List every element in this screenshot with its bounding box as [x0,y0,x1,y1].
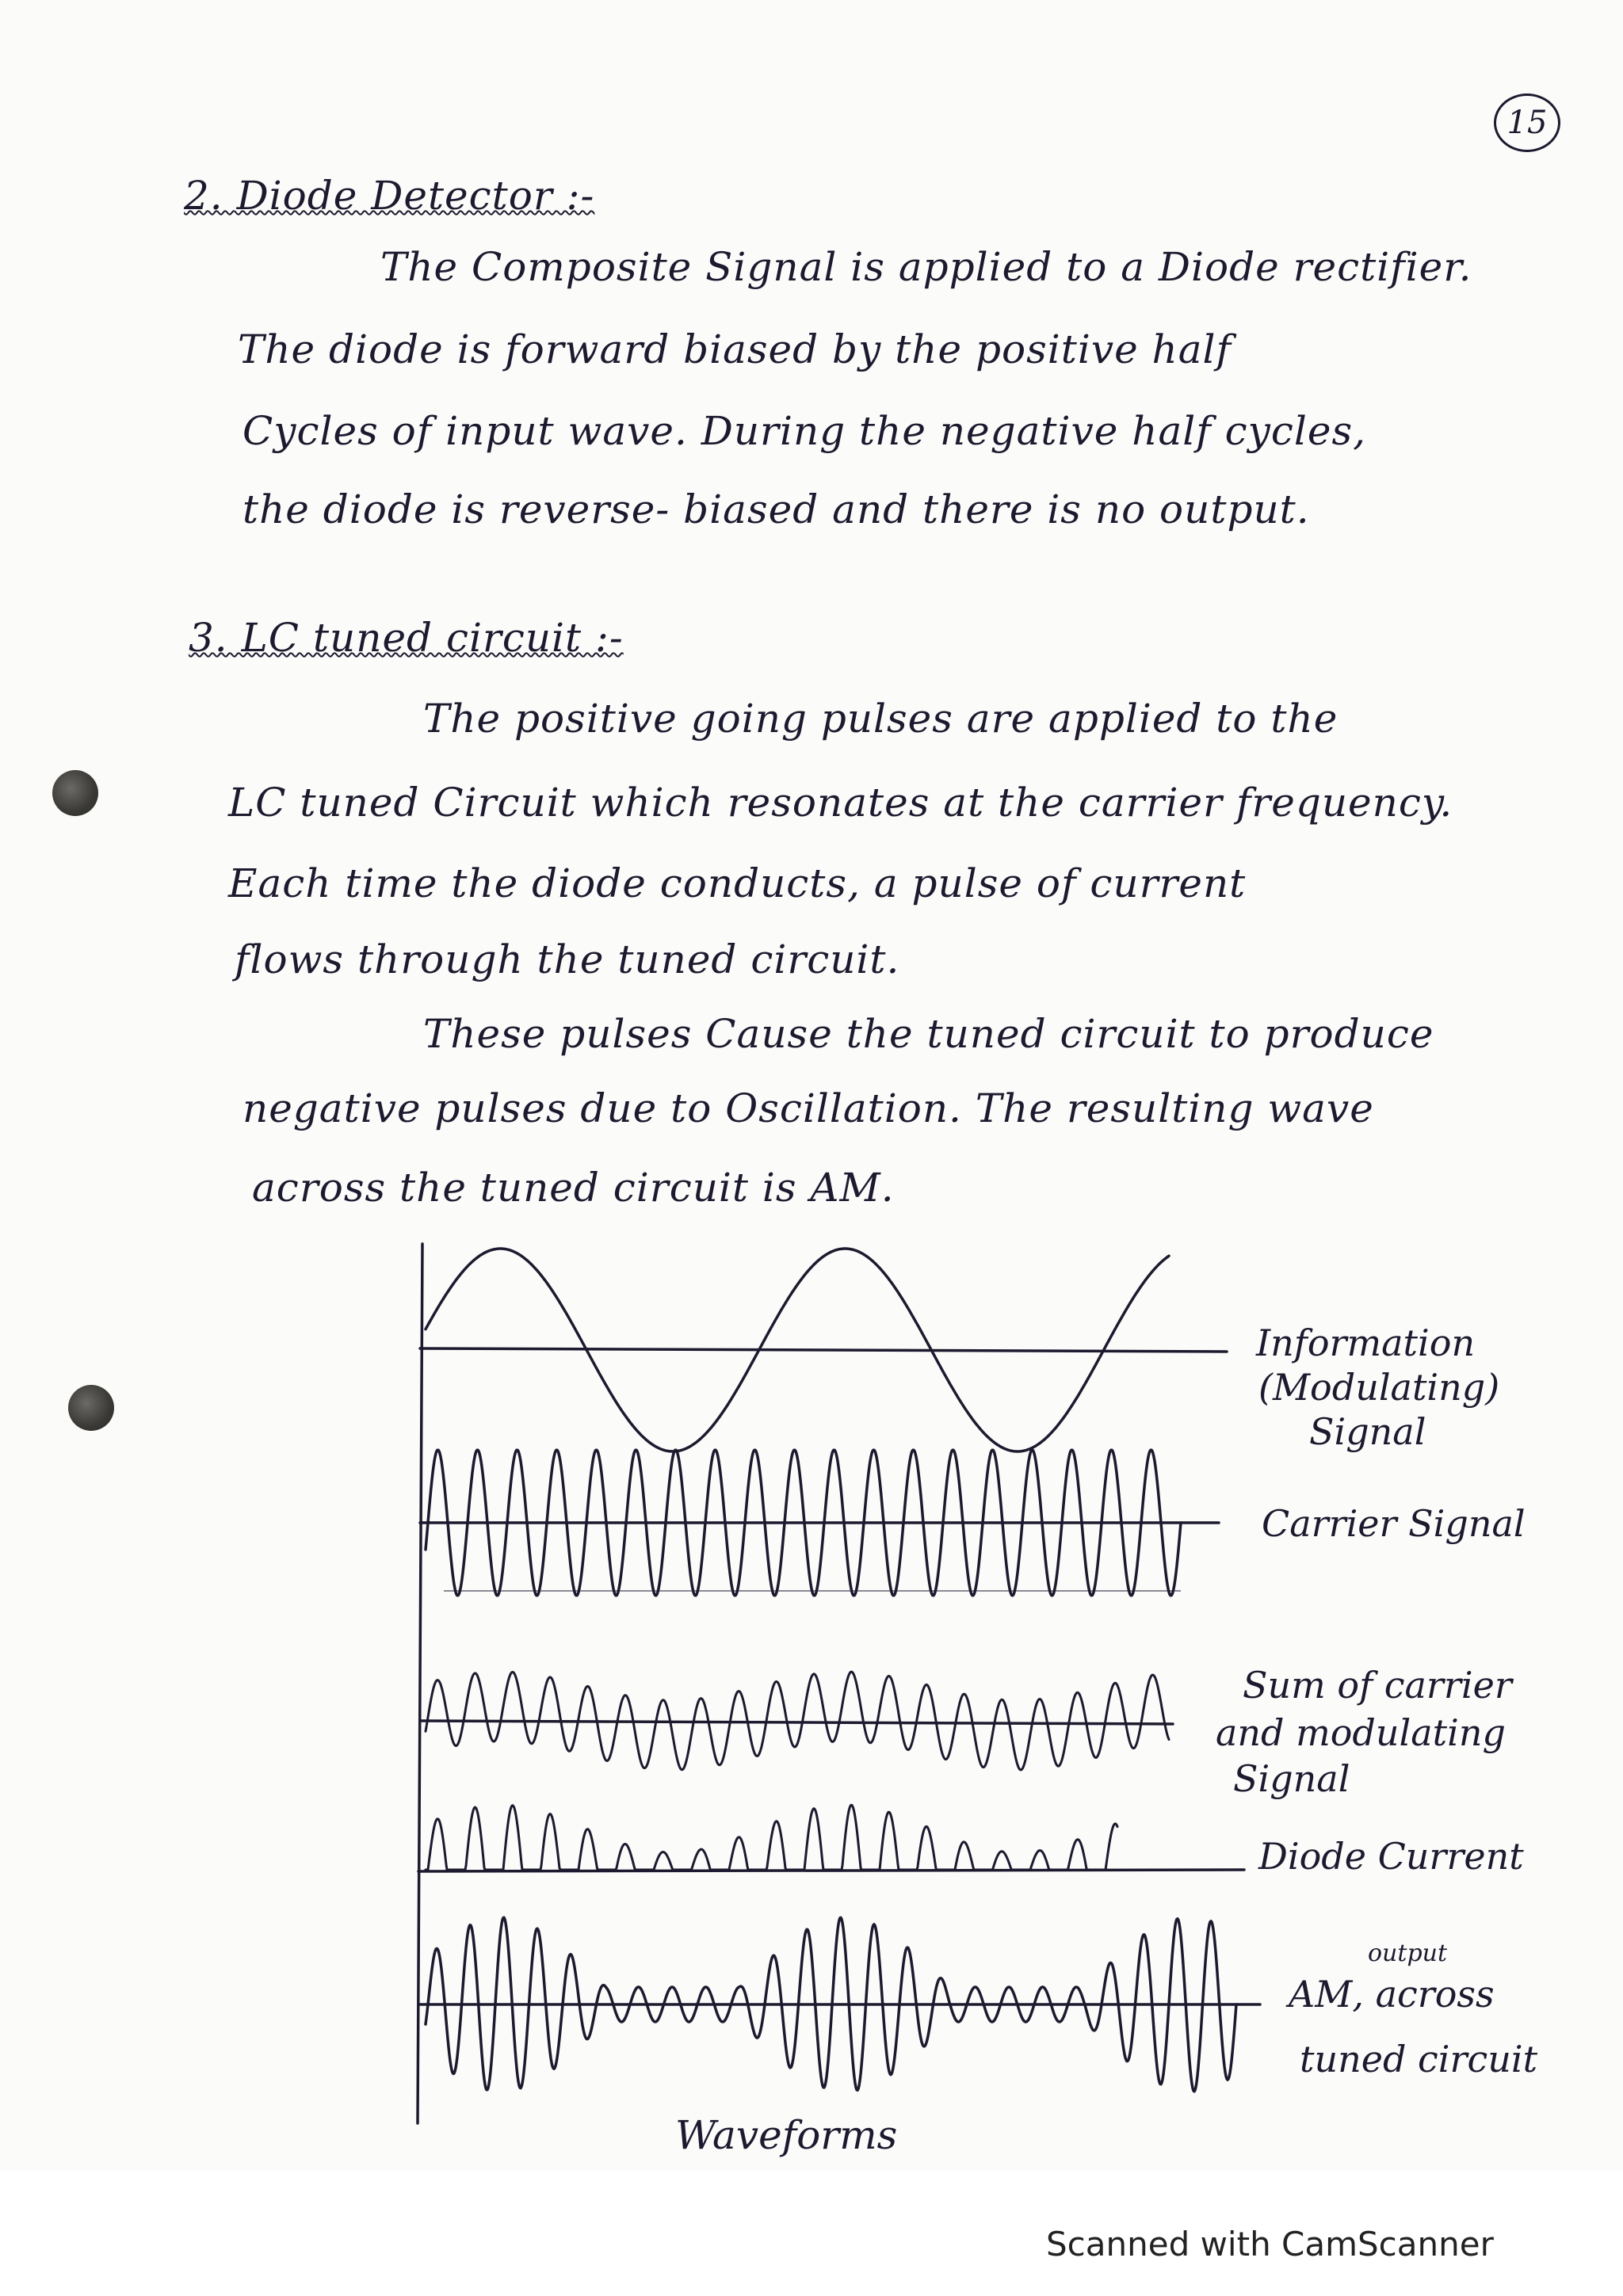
label-output-note: output [1368,1939,1448,1967]
text-line: Each time the diode conducts, a pulse of current [228,860,1247,906]
text-line: across the tuned circuit is AM. [252,1165,895,1211]
label-sum-of-carrier: Sum of carrier [1243,1664,1512,1707]
label-tuned-circuit: tuned circuit [1300,2038,1538,2081]
label-carrier-signal: Carrier Signal [1262,1502,1526,1545]
text-line: negative pulses due to Oscillation. The resulting wave [242,1085,1374,1131]
text-line: LC tuned Circuit which resonates at the carrier frequency. [228,780,1453,826]
vertical-axis [418,1244,422,2123]
label-sum-signal: Signal [1233,1757,1350,1800]
section-heading-diode-detector: 2. Diode Detector :- [184,173,595,219]
page-number: 15 [1494,93,1560,152]
text-line: The diode is forward biased by the positive half [238,326,1232,372]
label-and-modulating: and modulating [1216,1711,1506,1754]
text-line: The positive going pulses are applied to the [423,696,1338,742]
label-diode-current: Diode Current [1258,1835,1524,1878]
text-line: These pulses Cause the tuned circuit to produce [423,1011,1434,1057]
label-information: Information [1256,1322,1476,1364]
label-am-across: AM, across [1289,1973,1495,2016]
diode-current-wave [426,1805,1117,1870]
text-line: The Composite Signal is applied to a Diode rectifier. [380,244,1472,290]
section-heading-lc-tuned-circuit: 3. LC tuned circuit :- [189,615,624,661]
text-line: flows through the tuned circuit. [235,936,900,982]
axis-sum [420,1721,1173,1724]
figure-caption: Waveforms [675,2112,898,2158]
label-modulating: (Modulating) [1258,1366,1500,1409]
label-signal: Signal [1309,1410,1426,1453]
text-line: Cycles of input wave. During the negative half cycles, [242,408,1367,454]
scanner-watermark: Scanned with CamScanner [1046,2225,1494,2264]
text-line: the diode is reverse- biased and there is no output. [242,486,1310,532]
